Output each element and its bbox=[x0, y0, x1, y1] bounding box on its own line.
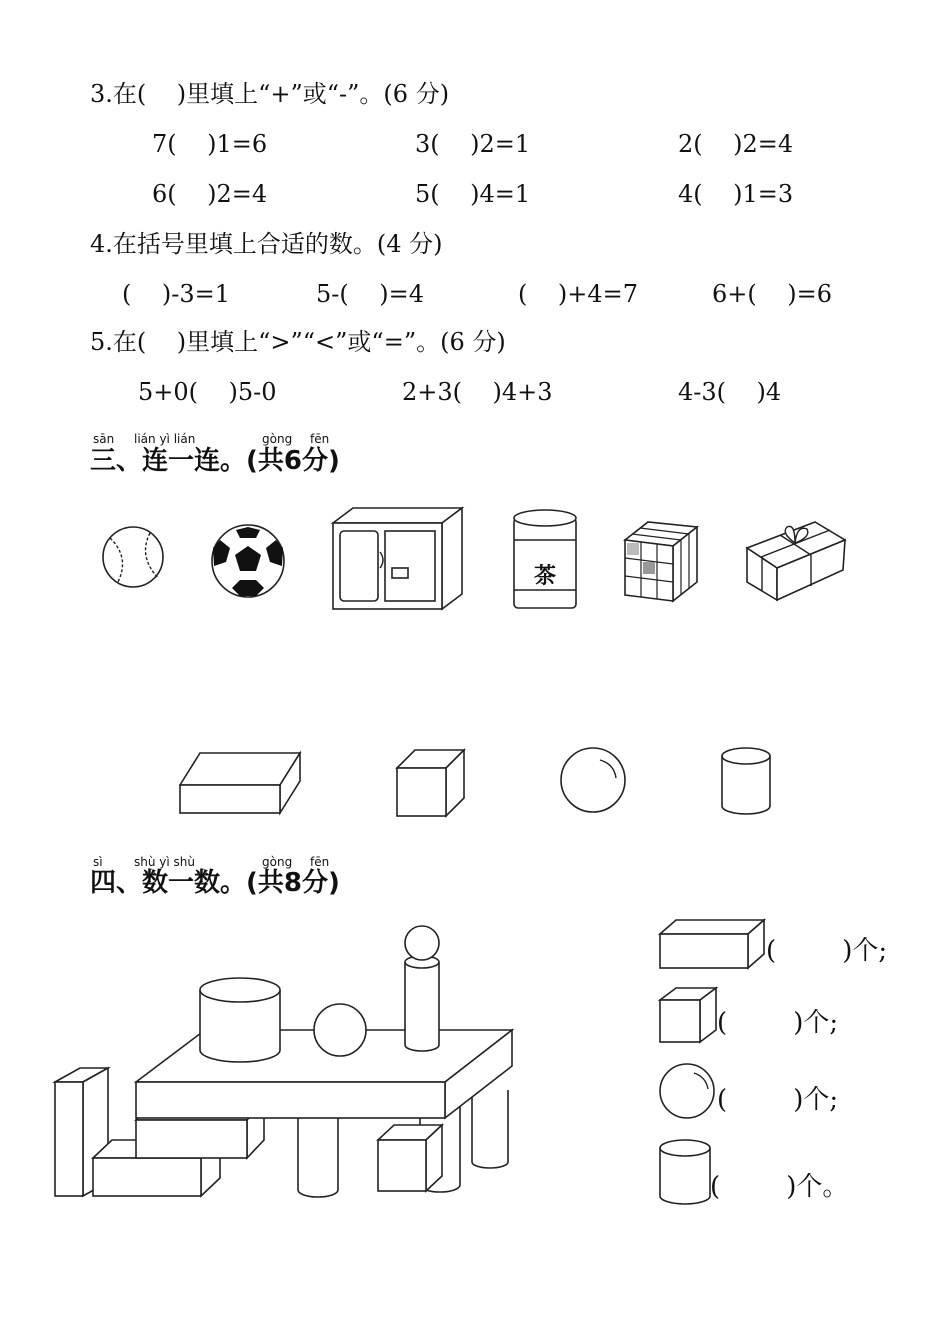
q3-item: 5( )4=1 bbox=[415, 180, 531, 208]
cylinder-icon bbox=[722, 748, 770, 814]
pinyin: shù yì shù bbox=[134, 855, 195, 869]
cylinder-icon bbox=[660, 1140, 710, 1204]
q4-item: ( )-3=1 bbox=[122, 280, 230, 308]
q5-item: 2+3( )4+3 bbox=[402, 378, 553, 406]
q3-title: 3.在( )里填上“+”或“-”。(6 分) bbox=[90, 80, 450, 108]
count-answer: ( )个; bbox=[717, 1008, 839, 1038]
q3-item: 2( )2=4 bbox=[678, 130, 794, 158]
q3-item: 6( )2=4 bbox=[152, 180, 268, 208]
pinyin: sì bbox=[93, 855, 103, 869]
counting-scene bbox=[55, 926, 512, 1197]
pinyin: gòng bbox=[262, 432, 293, 446]
q4-item: 6+( )=6 bbox=[712, 280, 832, 308]
pinyin: lián yì lián bbox=[134, 432, 196, 446]
microwave-icon bbox=[333, 508, 462, 609]
q4-item: 5-( )=4 bbox=[316, 280, 424, 308]
gift-box-icon bbox=[747, 522, 845, 600]
q4-item: ( )+4=7 bbox=[518, 280, 638, 308]
tea-label: 茶 bbox=[533, 564, 557, 589]
q5-item: 4-3( )4 bbox=[678, 378, 782, 406]
count-answer: ( )个; bbox=[766, 936, 888, 966]
rubiks-cube-icon bbox=[625, 522, 697, 601]
count-answer: ( )个; bbox=[717, 1085, 839, 1115]
cuboid-icon bbox=[660, 920, 764, 968]
count-answer: ( )个。 bbox=[710, 1172, 849, 1202]
baseball-icon bbox=[103, 527, 163, 587]
cube-icon bbox=[397, 750, 464, 816]
tea-can-icon bbox=[514, 510, 576, 608]
pinyin: fēn bbox=[310, 855, 330, 869]
cuboid-icon bbox=[180, 753, 300, 813]
q3-item: 4( )1=3 bbox=[678, 180, 794, 208]
section-4-title: 四、数一数。(共8分) bbox=[90, 868, 340, 898]
pinyin: gòng bbox=[262, 855, 293, 869]
sphere-icon bbox=[561, 748, 625, 812]
q5-item: 5+0( )5-0 bbox=[138, 378, 277, 406]
pinyin: sān bbox=[93, 432, 115, 446]
pinyin: fēn bbox=[310, 432, 330, 446]
q4-title: 4.在括号里填上合适的数。(4 分) bbox=[90, 230, 443, 258]
sphere-icon bbox=[660, 1064, 714, 1118]
q3-item: 3( )2=1 bbox=[415, 130, 531, 158]
soccer-ball-icon bbox=[212, 525, 284, 597]
q5-title: 5.在( )里填上“>”“<”或“=”。(6 分) bbox=[90, 328, 506, 356]
q3-item: 7( )1=6 bbox=[152, 130, 268, 158]
cube-icon bbox=[660, 988, 716, 1042]
section-3-title: 三、连一连。(共6分) bbox=[90, 446, 340, 476]
